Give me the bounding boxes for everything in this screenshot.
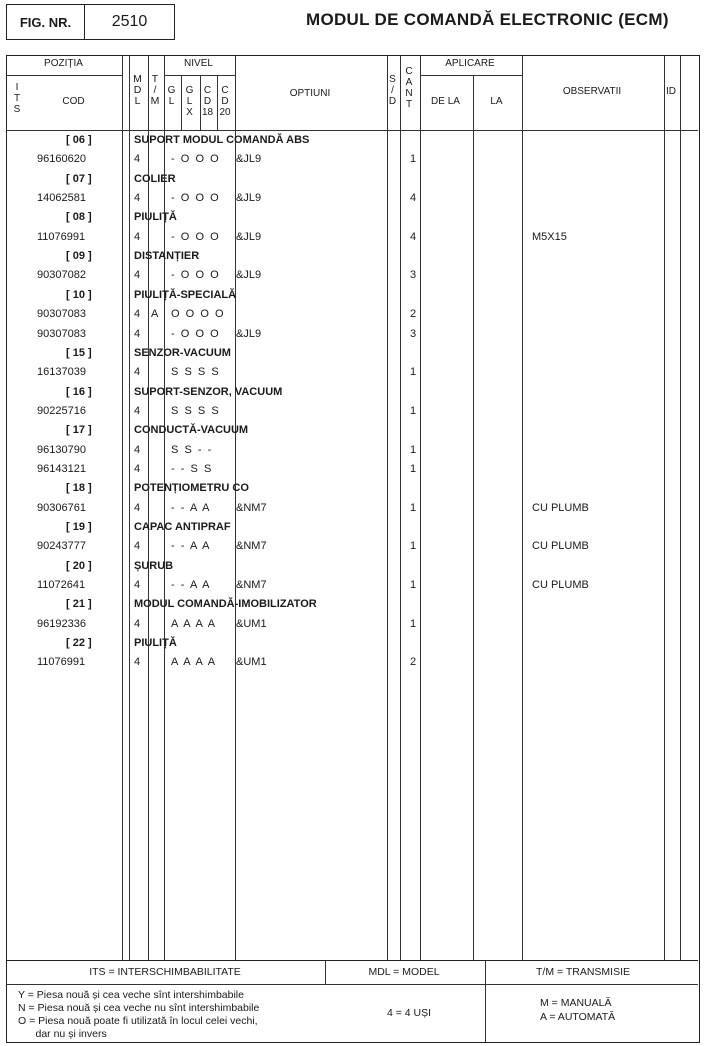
part-qty: 1 (410, 366, 417, 378)
tm-legend-auto: A = AUTOMATĂ (540, 1011, 616, 1023)
part-qty: 1 (410, 444, 417, 456)
part-code: 90307083 (37, 328, 86, 340)
group-name: SENZOR-VACUUM (134, 347, 231, 359)
part-levels: - O O O (171, 269, 219, 281)
part-option: &JL9 (236, 231, 262, 243)
part-code: 96192336 (37, 618, 86, 630)
group-name: SUPORT-SENZOR, VACUUM (134, 386, 283, 398)
group-position: [ 16 ] (66, 386, 92, 398)
part-observation: CU PLUMB (532, 540, 589, 552)
group-name: PIULIȚĂ (134, 637, 177, 649)
col-observatii: OBSERVATII (562, 86, 622, 97)
part-mdl: 4 (134, 366, 141, 378)
its-legend-line-1: Y = Piesa nouă și cea veche sînt intershimbabile (18, 989, 244, 1001)
part-mdl: 4 (134, 328, 141, 340)
part-levels: - O O O (171, 328, 219, 340)
col-sd: S / D (388, 74, 397, 107)
part-code: 90307082 (37, 269, 86, 281)
col-la: LA (490, 96, 503, 107)
group-name: MODUL COMANDĂ-IMOBILIZATOR (134, 598, 317, 610)
part-qty: 3 (410, 269, 417, 281)
part-code: 90243777 (37, 540, 86, 552)
part-qty: 1 (410, 153, 417, 165)
col-dela: DE LA (431, 96, 460, 107)
group-name: CAPAC ANTIPRAF (134, 521, 231, 533)
mdl-legend-value: 4 = 4 UȘI (386, 1007, 432, 1019)
part-code: 11072641 (37, 579, 86, 591)
tm-legend-manual: M = MANUALĂ (540, 997, 612, 1009)
part-levels: O O O O (171, 308, 224, 320)
part-option: &NM7 (236, 540, 267, 552)
part-qty: 2 (410, 308, 417, 320)
part-code: 90306761 (37, 502, 86, 514)
group-position: [ 07 ] (66, 173, 92, 185)
group-name: PIULIȚĂ-SPECIALĂ (134, 289, 237, 301)
part-observation: M5X15 (532, 231, 567, 243)
part-mdl: 4 (134, 502, 141, 514)
part-code: 11076991 (37, 231, 86, 243)
part-qty: 1 (410, 463, 417, 475)
part-levels: - O O O (171, 231, 219, 243)
part-levels: A A A A (171, 656, 216, 668)
col-optiuni: OPTIUNI (289, 88, 331, 99)
part-option: &JL9 (236, 269, 262, 281)
part-levels: - - A A (171, 579, 210, 591)
part-levels: - O O O (171, 192, 219, 204)
fig-label-box (6, 4, 85, 40)
group-position: [ 09 ] (66, 250, 92, 262)
part-code: 11076991 (37, 656, 86, 668)
part-option: &NM7 (236, 502, 267, 514)
part-mdl: 4 (134, 269, 141, 281)
part-qty: 1 (410, 579, 417, 591)
part-mdl: 4 (134, 444, 141, 456)
group-position: [ 10 ] (66, 289, 92, 301)
group-position: [ 20 ] (66, 560, 92, 572)
group-name: ȘURUB (134, 560, 174, 572)
col-pozitia: POZIȚIA (44, 58, 83, 69)
col-id: ID (666, 86, 676, 97)
its-legend-line-3: O = Piesa nouă poate fi utilizată în locul celei vechi, (18, 1015, 258, 1027)
tm-legend-title: T/M = TRANSMISIE (535, 966, 631, 978)
part-mdl: 4 (134, 540, 141, 552)
group-name: COLIER (134, 173, 176, 185)
col-its: I T S (13, 82, 21, 115)
part-code: 96143121 (37, 463, 86, 475)
part-qty: 1 (410, 540, 417, 552)
part-tm: A (151, 308, 159, 320)
part-mdl: 4 (134, 405, 141, 417)
col-cant: C A N T (405, 66, 413, 110)
part-option: &NM7 (236, 579, 267, 591)
col-mdl: M D L (133, 73, 142, 107)
part-code: 96130790 (37, 444, 86, 456)
part-levels: - - A A (171, 502, 210, 514)
part-levels: S S S S (171, 405, 219, 417)
group-name: SUPORT MODUL COMANDĂ ABS (134, 134, 310, 146)
col-cd18: C D 18 (201, 85, 214, 118)
part-qty: 3 (410, 328, 417, 340)
part-option: &JL9 (236, 328, 262, 340)
part-qty: 1 (410, 502, 417, 514)
parts-table (6, 55, 700, 1043)
part-mdl: 4 (134, 153, 141, 165)
col-cod: COD (62, 96, 85, 107)
part-code: 14062581 (37, 192, 86, 204)
part-observation: CU PLUMB (532, 502, 589, 514)
its-legend-line-2: N = Piesa nouă și cea veche nu sînt intershimbabile (18, 1002, 260, 1014)
group-position: [ 18 ] (66, 482, 92, 494)
part-qty: 4 (410, 192, 417, 204)
part-option: &UM1 (236, 656, 267, 668)
part-option: &JL9 (236, 153, 262, 165)
part-mdl: 4 (134, 231, 141, 243)
part-code: 90307083 (37, 308, 86, 320)
col-aplicare: APLICARE (445, 58, 495, 69)
part-observation: CU PLUMB (532, 579, 589, 591)
part-levels: A A A A (171, 618, 216, 630)
group-name: DISTANȚIER (134, 250, 200, 262)
group-position: [ 15 ] (66, 347, 92, 359)
col-cd20: C D 20 (219, 85, 231, 118)
part-code: 90225716 (37, 405, 86, 417)
part-qty: 1 (410, 405, 417, 417)
fig-number-box (84, 4, 175, 40)
col-nivel: NIVEL (184, 58, 213, 69)
part-mdl: 4 (134, 463, 141, 475)
group-position: [ 08 ] (66, 211, 92, 223)
part-levels: - - A A (171, 540, 210, 552)
part-levels: - - S S (171, 463, 212, 475)
part-levels: S S - - (171, 444, 212, 456)
group-name: POTENȚIOMETRU CO (134, 482, 249, 494)
group-name: PIULIȚĂ (134, 211, 177, 223)
part-levels: S S S S (171, 366, 219, 378)
part-code: 16137039 (37, 366, 86, 378)
group-position: [ 17 ] (66, 424, 92, 436)
col-glx: G L X (185, 85, 194, 118)
part-option: &JL9 (236, 192, 262, 204)
fig-label: FIG. NR. (19, 14, 72, 30)
part-qty: 4 (410, 231, 417, 243)
part-levels: - O O O (171, 153, 219, 165)
part-mdl: 4 (134, 618, 141, 630)
part-mdl: 4 (134, 656, 141, 668)
group-position: [ 22 ] (66, 637, 92, 649)
its-legend-title: ITS = INTERSCHIMBABILITATE (89, 966, 241, 978)
part-mdl: 4 (134, 579, 141, 591)
part-code: 96160620 (37, 153, 86, 165)
col-tm: T / M (150, 73, 160, 107)
part-qty: 2 (410, 656, 417, 668)
mdl-legend-title: MDL = MODEL (368, 966, 440, 978)
group-position: [ 06 ] (66, 134, 92, 146)
group-position: [ 21 ] (66, 598, 92, 610)
group-position: [ 19 ] (66, 521, 92, 533)
page-title: MODUL DE COMANDĂ ELECTRONIC (ECM) (306, 10, 669, 29)
fig-number: 2510 (111, 13, 148, 30)
col-gl: G L (167, 85, 176, 107)
group-name: CONDUCTĂ-VACUUM (134, 424, 249, 436)
part-qty: 1 (410, 618, 417, 630)
part-mdl: 4 (134, 192, 141, 204)
part-option: &UM1 (236, 618, 267, 630)
its-legend-line-4: dar nu și invers (18, 1028, 107, 1040)
part-mdl: 4 (134, 308, 141, 320)
